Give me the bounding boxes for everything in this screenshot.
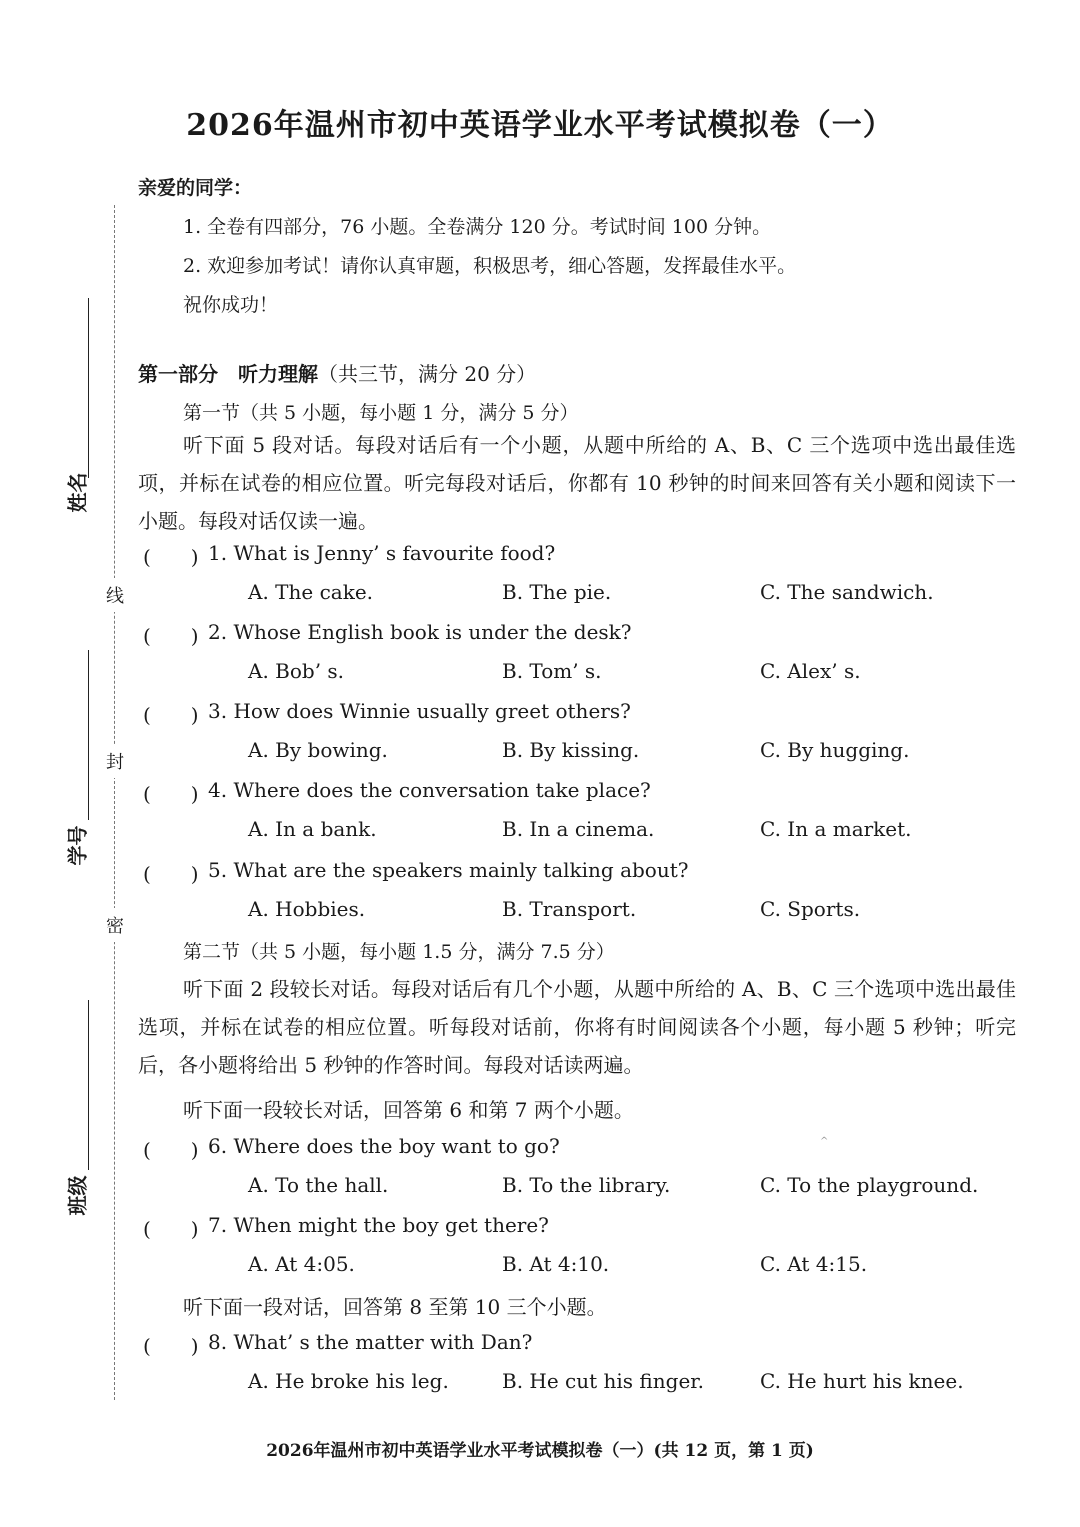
option-c: C. Alex’ s.	[760, 659, 861, 683]
option-a: A. At 4:05.	[248, 1252, 355, 1276]
option-c: C. The sandwich.	[760, 580, 934, 604]
answer-bracket[interactable]: ( )	[143, 862, 199, 886]
answer-bracket[interactable]: ( )	[143, 1217, 199, 1241]
answer-bracket[interactable]: ( )	[143, 703, 199, 727]
option-a: A. In a bank.	[248, 817, 377, 841]
option-a: A. He broke his leg.	[248, 1369, 449, 1393]
question-text: 4. Where does the conversation take place?	[208, 778, 651, 802]
student-id-label: 学号	[65, 825, 90, 865]
fold-mark-feng: 封	[104, 744, 126, 778]
question-text: 1. What is Jenny’ s favourite food?	[208, 541, 556, 565]
option-b: B. By kissing.	[502, 738, 640, 762]
question-1	[0, 541, 1080, 604]
option-b: B. The pie.	[502, 580, 612, 604]
question-text: 8. What’ s the matter with Dan?	[208, 1330, 533, 1354]
part-heading	[138, 358, 536, 387]
option-c: C. At 4:15.	[760, 1252, 868, 1276]
option-a: A. By bowing.	[248, 738, 388, 762]
answer-bracket[interactable]: ( )	[143, 1138, 199, 1162]
question-text: 7. When might the boy get there?	[208, 1213, 549, 1237]
option-b: B. To the library.	[502, 1173, 671, 1197]
question-5	[0, 858, 1080, 921]
section-2-sub-instructions-2: 听下面一段对话，回答第 8 至第 10 三个小题。	[183, 1295, 607, 1319]
option-a: A. To the hall.	[248, 1173, 389, 1197]
exam-note-1: 1. 全卷有四部分，76 小题。全卷满分 120 分。考试时间 100 分钟。	[183, 216, 772, 238]
option-a: A. Bob’ s.	[248, 659, 345, 683]
question-text: 3. How does Winnie usually greet others?	[208, 699, 631, 723]
option-b: B. At 4:10.	[502, 1252, 610, 1276]
exam-note-3: 祝你成功！	[183, 294, 279, 316]
name-blank-line	[88, 298, 89, 478]
section-1-heading: 第一节（共 5 小题，每小题 1 分，满分 5 分）	[183, 402, 579, 424]
part-title: 第一部分 听力理解	[138, 362, 318, 386]
option-b: B. In a cinema.	[502, 817, 655, 841]
answer-bracket[interactable]: ( )	[143, 782, 199, 806]
stray-mark: ^	[820, 1136, 829, 1147]
section-2-instructions: 听下面 2 段较长对话。每段对话后有几个小题，从题中所给的 A、B、C 三个选项中选出最佳选项，并标在试卷的相应位置。听每段对话前，你将有时间阅读各个小题，每小题 5 秒钟；听完后，各小题将给出 5 秒钟的作答时间。每段对话读两遍。	[138, 977, 1016, 1077]
greeting: 亲爱的同学：	[138, 177, 253, 199]
section-1-instructions: 听下面 5 段对话。每段对话后有一个小题，从题中所给的 A、B、C 三个选项中选出最佳选项，并标在试卷的相应位置。听完每段对话后，你都有 10 秒钟的时间来回答有关小题和阅读下一小题。每段对话仅读一遍。	[138, 433, 1016, 533]
section-2-heading: 第二节（共 5 小题，每小题 1.5 分，满分 7.5 分）	[183, 941, 615, 963]
option-c: C. By hugging.	[760, 738, 910, 762]
class-label: 班级	[65, 1175, 90, 1215]
part-score: （共三节，满分 20 分）	[318, 362, 537, 386]
option-c: C. To the playground.	[760, 1173, 979, 1197]
option-b: B. He cut his finger.	[502, 1369, 705, 1393]
fold-mark-mi: 密	[104, 908, 126, 942]
question-text: 5. What are the speakers mainly talking about?	[208, 858, 689, 882]
question-2	[0, 620, 1080, 683]
answer-bracket[interactable]: ( )	[143, 624, 199, 648]
option-a: A. The cake.	[248, 580, 374, 604]
exam-note-2: 2. 欢迎参加考试！请你认真审题，积极思考，细心答题，发挥最佳水平。	[183, 255, 797, 277]
section-2-sub-instructions-1: 听下面一段较长对话，回答第 6 和第 7 两个小题。	[183, 1098, 634, 1122]
fold-mark-xian: 线	[104, 578, 126, 612]
question-4	[0, 778, 1080, 841]
answer-bracket[interactable]: ( )	[143, 1334, 199, 1358]
answer-bracket[interactable]: ( )	[143, 545, 199, 569]
option-b: B. Tom’ s.	[502, 659, 602, 683]
question-8	[0, 1330, 1080, 1393]
question-7	[0, 1213, 1080, 1276]
option-c: C. He hurt his knee.	[760, 1369, 964, 1393]
exam-title: 2026年温州市初中英语学业水平考试模拟卷（一）	[186, 108, 894, 143]
question-3	[0, 699, 1080, 762]
question-text: 2. Whose English book is under the desk?	[208, 620, 632, 644]
name-label: 姓名	[65, 472, 90, 512]
option-a: A. Hobbies.	[248, 897, 366, 921]
question-text: 6. Where does the boy want to go?	[208, 1134, 560, 1158]
option-c: C. Sports.	[760, 897, 861, 921]
page-footer: 2026年温州市初中英语学业水平考试模拟卷（一）(共 12 页，第 1 页)	[266, 1441, 814, 1461]
option-b: B. Transport.	[502, 897, 637, 921]
option-c: C. In a market.	[760, 817, 912, 841]
